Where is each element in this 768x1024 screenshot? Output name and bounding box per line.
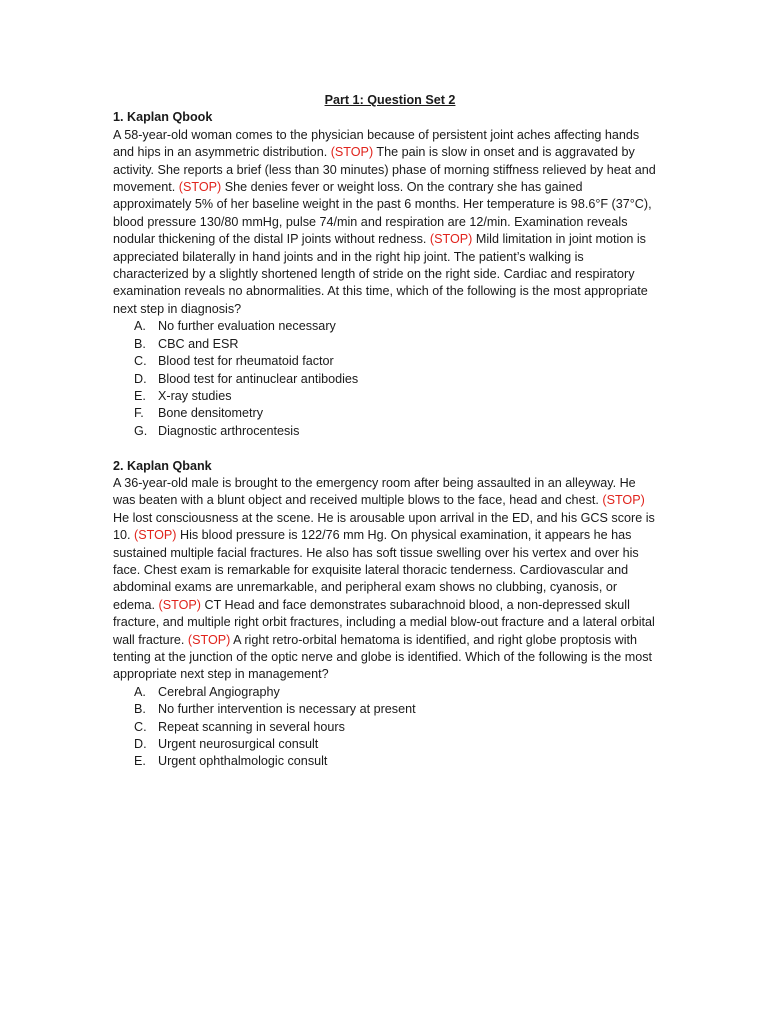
stop-marker: (STOP): [429, 232, 473, 247]
stem-text: CT Head and face demonstrates subarachnoid blood, a non-depressed skull fracture, and multiple right orbit fractures, including a medial blow-out fracture and a lateral orbital wall fracture.: [113, 597, 655, 647]
option-letter: C.: [134, 354, 147, 369]
stem-text: Mild limitation in joint motion is appreciated bilaterally in hand joints and in the right hip joint. The patient’s walking is characterized by a slightly shortened length of stride on the right side. Cardiac and respiratory examination reveals no abnormalities. At this time, which of the following is the most appropriate next step in diagnosis?: [113, 232, 648, 316]
answer-option: [134, 371, 659, 388]
question-stem: [113, 475, 659, 684]
stem-text: She denies fever or weight loss. On the contrary she has gained approximately 5% of her baseline weight in the past 6 months. Her temperature is 98.6°F (37°C), blood pressure 130/80 mmHg, pulse 74/min and respiration are 12/min. Examination reveals nodular thickening of the distal IP joints without redness.: [113, 180, 652, 247]
question-block: [113, 109, 659, 440]
answer-option: [134, 405, 659, 422]
question-spacer: [113, 440, 659, 457]
answer-option: [134, 353, 659, 370]
question-heading: 2. Kaplan Qbank: [113, 458, 212, 473]
stem-text: He lost consciousness at the scene. He is arousable upon arrival in the ED, and his GCS score is 10.: [113, 510, 655, 543]
option-letter: E.: [134, 754, 146, 769]
stop-marker: (STOP): [134, 528, 177, 543]
option-text: X-ray studies: [158, 388, 232, 403]
answer-option: [134, 684, 659, 701]
page-title: Part 1: Question Set 2: [324, 93, 456, 107]
option-text: Diagnostic arthrocentesis: [158, 423, 300, 438]
stop-marker: (STOP): [602, 493, 645, 508]
document-page: [113, 92, 659, 771]
option-text: Blood test for antinuclear antibodies: [158, 371, 359, 386]
option-letter: F.: [134, 406, 144, 421]
stop-marker: (STOP): [178, 180, 222, 195]
answer-option: [134, 701, 659, 718]
stem-text: His blood pressure is 122/76 mm Hg. On physical examination, it appears he has sustained multiple facial fractures. He also has soft tissue swelling over his vertex and over his face. Chest exam is remarkable for exquisite lateral thoracic tenderness. Cardiovascular and abdominal exams are unremarkable, and peripheral exam shows no clubbing, cyanosis, or edema.: [113, 528, 639, 612]
option-letter: A.: [134, 319, 146, 334]
answer-option: [134, 388, 659, 405]
stop-marker: (STOP): [158, 597, 201, 612]
answer-option: [134, 736, 659, 753]
stem-text: A 58-year-old woman comes to the physician because of persistent joint aches affecting hands and hips in an asymmetric distribution.: [113, 127, 640, 160]
option-letter: D.: [134, 371, 147, 386]
option-letter: B.: [134, 336, 146, 351]
stop-marker: (STOP): [330, 145, 374, 160]
answer-option: [134, 753, 659, 770]
answer-option: [134, 318, 659, 335]
question-stem: [113, 127, 659, 318]
question-block: [113, 458, 659, 771]
answer-options: [113, 318, 659, 440]
option-text: Urgent neurosurgical consult: [158, 737, 319, 752]
stem-text: A 36-year-old male is brought to the emergency room after being assaulted in an alleyway. He was beaten with a blunt object and received multiple blows to the face, head and chest.: [113, 475, 636, 508]
question-list: [113, 109, 659, 770]
option-text: No further intervention is necessary at present: [158, 702, 416, 717]
option-letter: C.: [134, 719, 147, 734]
option-letter: B.: [134, 702, 146, 717]
option-text: Blood test for rheumatoid factor: [158, 354, 334, 369]
stop-marker: (STOP): [187, 632, 231, 647]
option-text: Cerebral Angiography: [158, 684, 280, 699]
answer-option: [134, 423, 659, 440]
option-text: Urgent ophthalmologic consult: [158, 754, 328, 769]
option-text: Bone densitometry: [158, 406, 264, 421]
stem-text: A right retro-orbital hematoma is identified, and right globe proptosis with tenting at the junction of the optic nerve and globe is identified. Which of the following is the most appropriate next step in management?: [113, 632, 653, 682]
option-letter: D.: [134, 737, 147, 752]
option-letter: E.: [134, 388, 146, 403]
option-text: No further evaluation necessary: [158, 319, 336, 334]
option-letter: G.: [134, 423, 148, 438]
stem-text: The pain is slow in onset and is aggravated by activity. She reports a brief (less than 30 minutes) phase of morning stiffness relieved by heat and movement.: [113, 145, 656, 195]
question-heading: 1. Kaplan Qbook: [113, 110, 213, 125]
answer-option: [134, 719, 659, 736]
option-text: CBC and ESR: [158, 336, 239, 351]
answer-options: [113, 684, 659, 771]
option-text: Repeat scanning in several hours: [158, 719, 345, 734]
answer-option: [134, 336, 659, 353]
option-letter: A.: [134, 684, 146, 699]
